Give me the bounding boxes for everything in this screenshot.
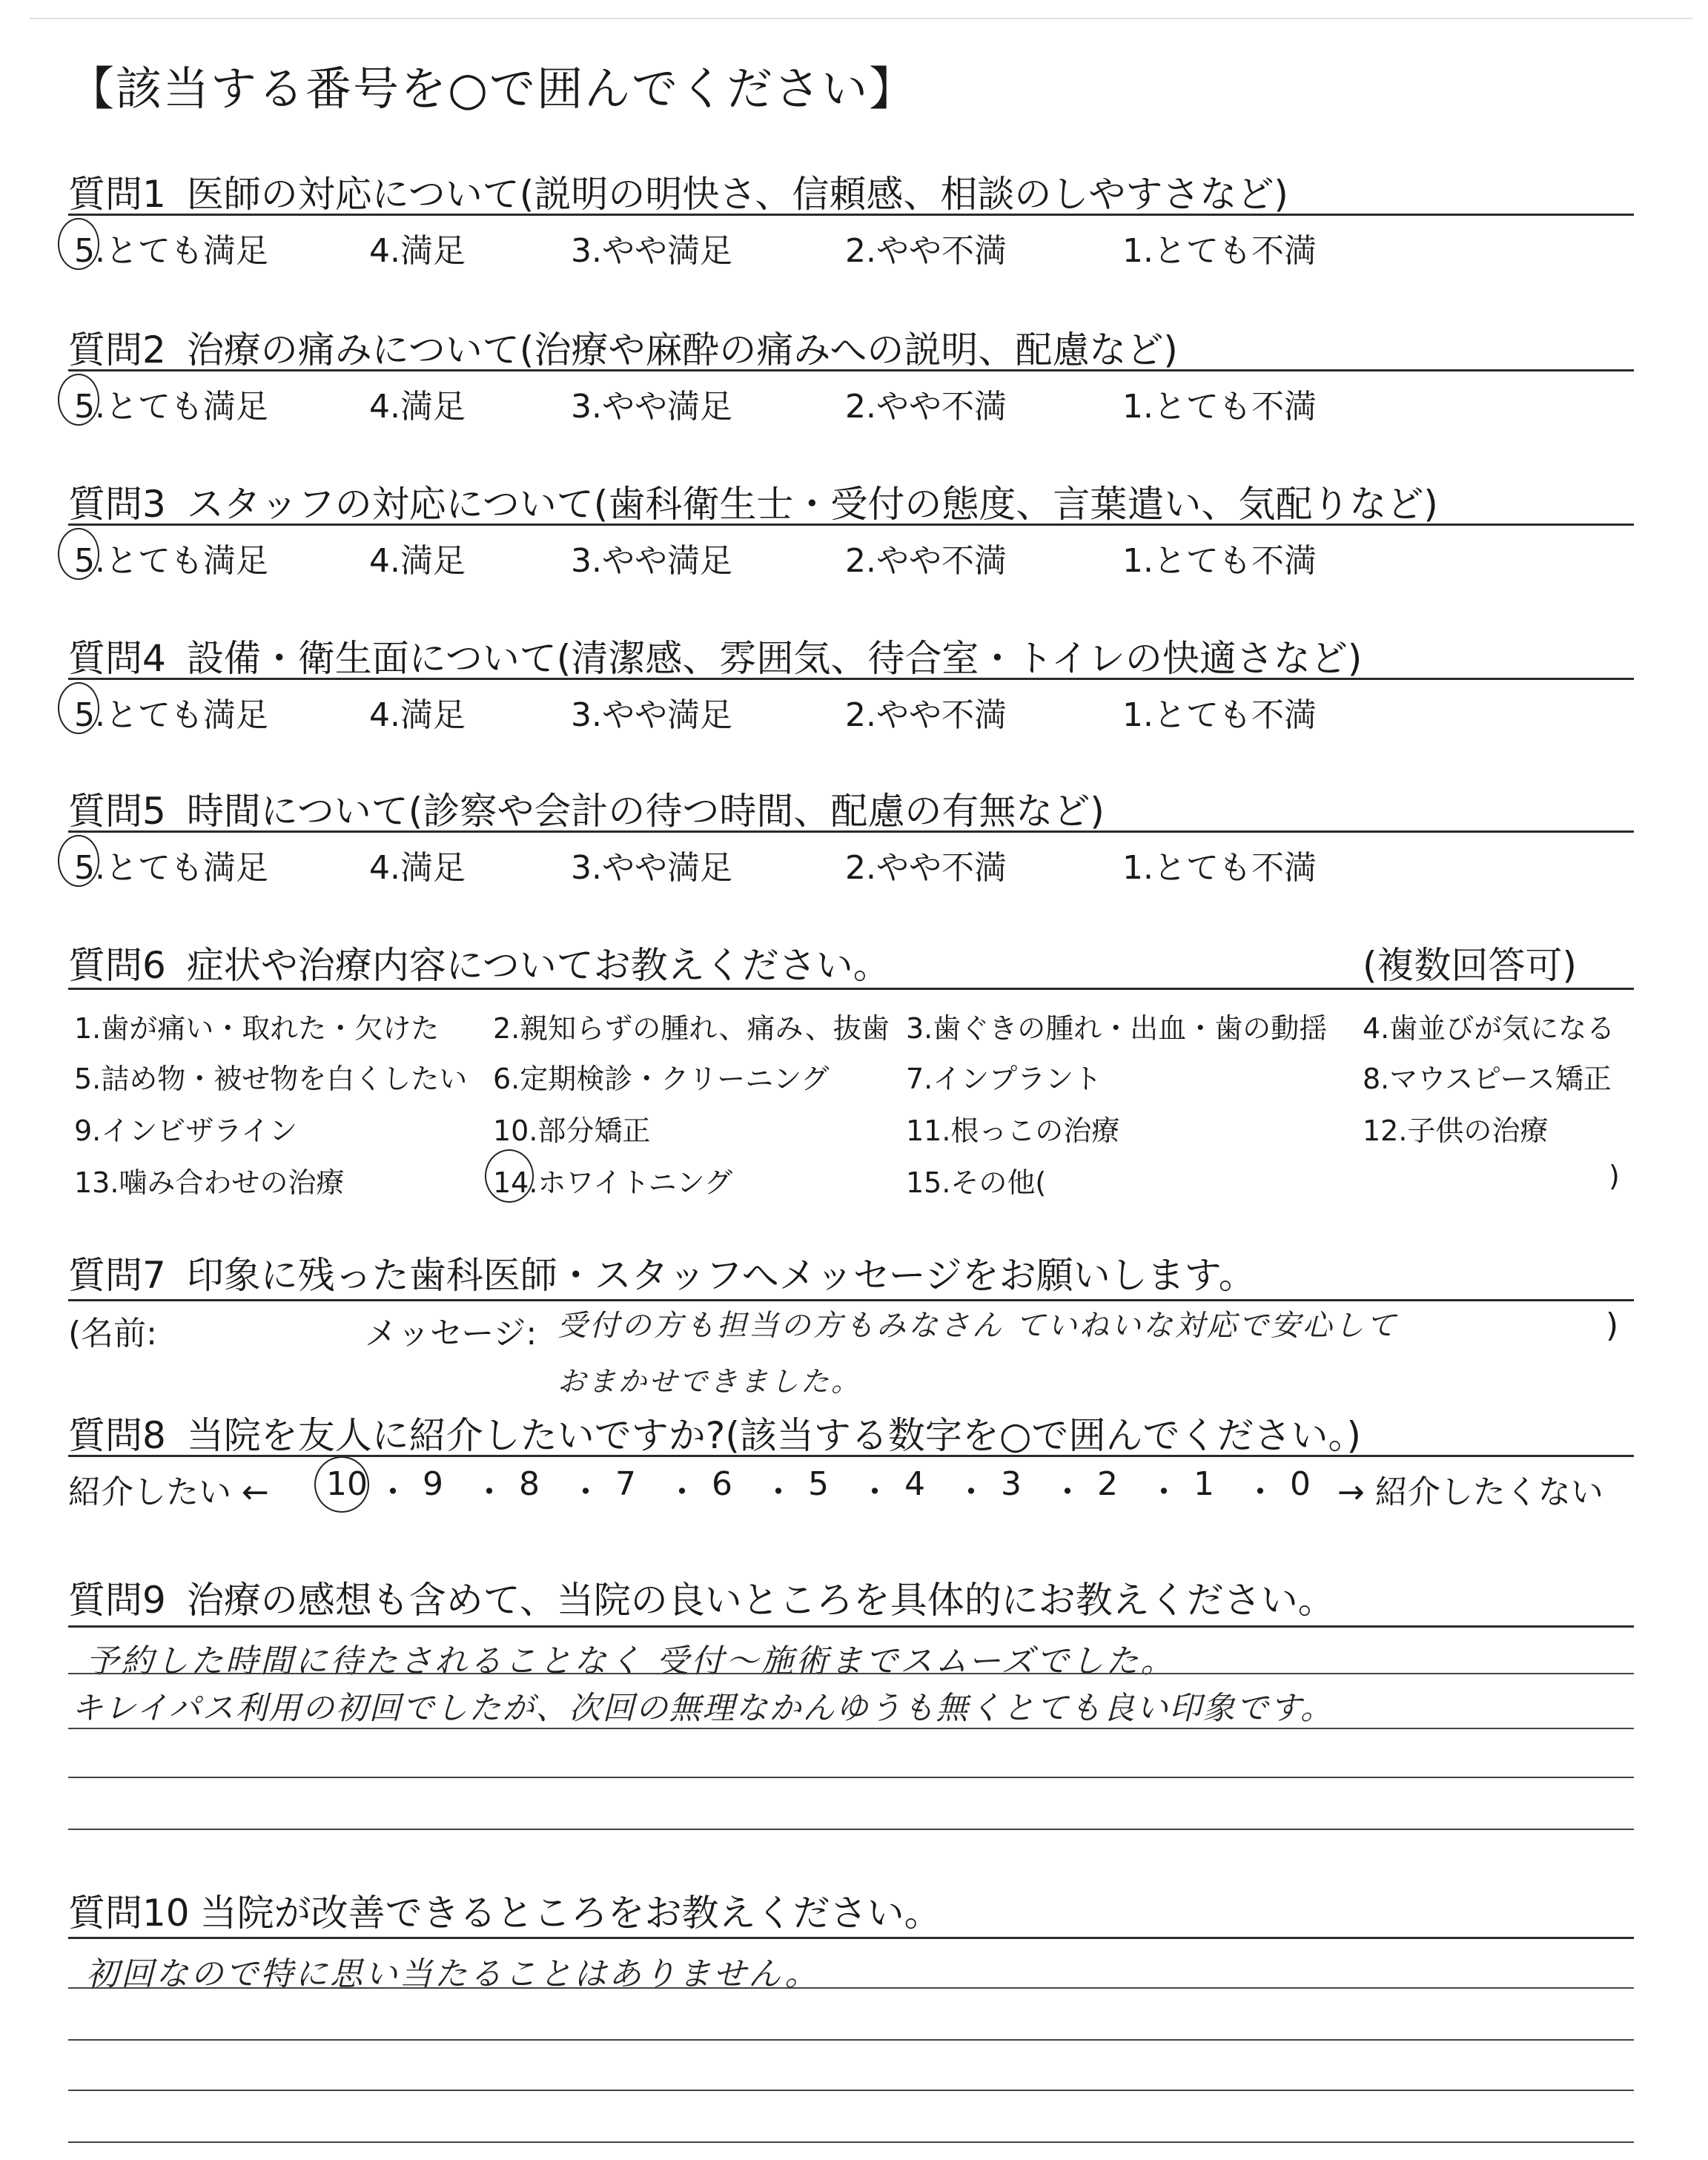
q8-right-label: → 紹介したくない bbox=[1337, 1473, 1603, 1511]
q1-choice-2[interactable]: 2.やや不満 bbox=[845, 232, 1007, 270]
q2-choice-5[interactable]: 5.とても満足 bbox=[74, 388, 268, 426]
question-1-text: 医師の対応について(説明の明快さ、信頼感、相談のしやすさなど) bbox=[186, 173, 1288, 216]
question-7-rule bbox=[68, 1299, 1634, 1301]
q8-scale-separator: ・ bbox=[377, 1473, 409, 1511]
q8-scale-9[interactable]: 9 bbox=[423, 1465, 443, 1503]
question-5-text: 時間について(診察や会計の待つ時間、配慮の有無など) bbox=[186, 790, 1105, 833]
q1-choice-1[interactable]: 1.とても不満 bbox=[1122, 232, 1317, 270]
question-1-rule bbox=[68, 214, 1634, 216]
q7-name-label: (名前: bbox=[68, 1315, 157, 1353]
q6-option-11[interactable]: 11.根っこの治療 bbox=[906, 1114, 1120, 1147]
q8-scale-1[interactable]: 1 bbox=[1194, 1465, 1214, 1503]
q3-choice-2[interactable]: 2.やや不満 bbox=[845, 542, 1007, 580]
q5-choice-5[interactable]: 5.とても満足 bbox=[74, 849, 268, 887]
question-3-title bbox=[68, 475, 1438, 528]
question-8-number: 質問8 bbox=[68, 1414, 166, 1457]
question-9-title bbox=[68, 1571, 1335, 1624]
q6-option-12[interactable]: 12.子供の治療 bbox=[1363, 1114, 1549, 1147]
question-2-number: 質問2 bbox=[68, 328, 166, 371]
question-6-rule bbox=[68, 988, 1634, 990]
q6-option-15-close: ) bbox=[1609, 1160, 1620, 1192]
q10-writing-line-2 bbox=[68, 2039, 1634, 2041]
q8-scale-6[interactable]: 6 bbox=[712, 1465, 732, 1503]
q6-option-4[interactable]: 4.歯並びが気になる bbox=[1363, 1012, 1615, 1045]
q5-selected-circle bbox=[58, 835, 99, 887]
q5-choice-3[interactable]: 3.やや満足 bbox=[571, 849, 732, 887]
q8-scale-3[interactable]: 3 bbox=[1001, 1465, 1022, 1503]
q8-scale-separator: ・ bbox=[1244, 1473, 1277, 1511]
q1-choice-4[interactable]: 4.満足 bbox=[369, 232, 466, 270]
page-header: 【該当する番号を○で囲んでください】 bbox=[68, 62, 917, 116]
q8-scale-separator: ・ bbox=[473, 1473, 506, 1511]
q9-answer-line1[interactable]: 予約した時間に待たされることなく 受付〜施術までスムーズでした。 bbox=[86, 1642, 1176, 1680]
q2-selected-circle bbox=[58, 374, 99, 426]
question-7-number: 質問7 bbox=[68, 1254, 166, 1297]
question-3-number: 質問3 bbox=[68, 483, 166, 526]
q8-scale-separator: ・ bbox=[666, 1473, 698, 1511]
question-4-rule bbox=[68, 678, 1634, 680]
q5-choice-2[interactable]: 2.やや不満 bbox=[845, 849, 1007, 887]
q6-option-8[interactable]: 8.マウスピース矯正 bbox=[1363, 1063, 1612, 1095]
question-8-text: 当院を友人に紹介したいですか?(該当する数字を○で囲んでください。) bbox=[186, 1414, 1361, 1457]
question-10-number: 質問10 bbox=[68, 1892, 190, 1935]
q8-scale-separator: ・ bbox=[569, 1473, 602, 1511]
q5-choice-4[interactable]: 4.満足 bbox=[369, 849, 466, 887]
question-9-number: 質問9 bbox=[68, 1579, 166, 1622]
question-4-text: 設備・衛生面について(清潔感、雰囲気、待合室・トイレの快適さなど) bbox=[186, 637, 1363, 680]
q6-option-6[interactable]: 6.定期検診・クリーニング bbox=[493, 1063, 830, 1095]
q8-scale-5[interactable]: 5 bbox=[808, 1465, 829, 1503]
q4-choice-4[interactable]: 4.満足 bbox=[369, 696, 466, 734]
q8-selected-circle bbox=[314, 1456, 369, 1513]
q6-option-1[interactable]: 1.歯が痛い・取れた・欠けた bbox=[74, 1012, 440, 1045]
q10-writing-line-1 bbox=[68, 1987, 1634, 1989]
q8-scale-0[interactable]: 0 bbox=[1290, 1465, 1311, 1503]
q8-scale-separator: ・ bbox=[762, 1473, 795, 1511]
question-6-text: 症状や治療内容についてお教えください。 bbox=[186, 944, 890, 987]
question-6-title bbox=[68, 936, 890, 989]
q9-answer-line2[interactable]: キレイパス利用の初回でしたが、次回の無理なかんゆうも無くとても良い印象です。 bbox=[71, 1690, 1334, 1727]
question-7-text: 印象に残った歯科医師・スタッフへメッセージをお願いします。 bbox=[186, 1254, 1256, 1297]
q8-scale-separator: ・ bbox=[1148, 1473, 1180, 1511]
q1-choice-5[interactable]: 5.とても満足 bbox=[74, 232, 268, 270]
q6-option-10[interactable]: 10.部分矯正 bbox=[493, 1114, 651, 1147]
q6-selected-circle bbox=[485, 1149, 534, 1203]
q7-close-paren: ) bbox=[1606, 1307, 1619, 1344]
question-10-rule bbox=[68, 1937, 1634, 1939]
q6-option-9[interactable]: 9.インビザライン bbox=[74, 1114, 298, 1147]
question-1-title bbox=[68, 165, 1288, 218]
page-top-edge bbox=[30, 18, 1693, 19]
question-9-rule bbox=[68, 1625, 1634, 1628]
q9-writing-line-3 bbox=[68, 1777, 1634, 1778]
q6-option-3[interactable]: 3.歯ぐきの腫れ・出血・歯の動揺 bbox=[906, 1012, 1328, 1045]
q6-option-2[interactable]: 2.親知らずの腫れ、痛み、抜歯 bbox=[493, 1012, 890, 1045]
question-5-number: 質問5 bbox=[68, 790, 166, 833]
q1-selected-circle bbox=[58, 218, 99, 270]
question-4-number: 質問4 bbox=[68, 637, 166, 680]
q10-writing-line-3 bbox=[68, 2090, 1634, 2091]
q8-scale-separator: ・ bbox=[858, 1473, 891, 1511]
q8-scale-2[interactable]: 2 bbox=[1097, 1465, 1118, 1503]
q6-option-14[interactable]: 14.ホワイトニング bbox=[493, 1166, 733, 1199]
q6-option-5[interactable]: 5.詰め物・被せ物を白くしたい bbox=[74, 1063, 468, 1095]
q10-answer-line1[interactable]: 初回なので特に思い当たることはありません。 bbox=[86, 1955, 820, 1993]
q2-choice-2[interactable]: 2.やや不満 bbox=[845, 388, 1007, 426]
q8-scale-separator: ・ bbox=[1051, 1473, 1084, 1511]
q6-option-15[interactable]: 15.その他( bbox=[906, 1166, 1047, 1199]
q5-choice-1[interactable]: 1.とても不満 bbox=[1122, 849, 1317, 887]
q2-choice-3[interactable]: 3.やや満足 bbox=[571, 388, 732, 426]
q9-writing-line-1 bbox=[68, 1673, 1634, 1674]
q4-choice-1[interactable]: 1.とても不満 bbox=[1122, 696, 1317, 734]
q4-choice-3[interactable]: 3.やや満足 bbox=[571, 696, 732, 734]
question-6-note: (複数回答可) bbox=[1363, 944, 1578, 987]
q6-option-13[interactable]: 13.噛み合わせの治療 bbox=[74, 1166, 345, 1199]
question-8-rule bbox=[68, 1455, 1634, 1457]
question-10-title bbox=[68, 1883, 941, 1937]
question-5-title bbox=[68, 782, 1105, 835]
question-2-rule bbox=[68, 369, 1634, 371]
question-2-title bbox=[68, 320, 1178, 374]
question-8-title bbox=[68, 1406, 1361, 1459]
q2-choice-4[interactable]: 4.満足 bbox=[369, 388, 466, 426]
q3-choice-3[interactable]: 3.やや満足 bbox=[571, 542, 732, 580]
question-5-rule bbox=[68, 830, 1634, 833]
question-10-text: 当院が改善できるところをお教えください。 bbox=[199, 1892, 941, 1935]
q7-message-line2[interactable]: おまかせできました。 bbox=[557, 1365, 862, 1398]
q4-choice-5[interactable]: 5.とても満足 bbox=[74, 696, 268, 734]
question-7-title bbox=[68, 1246, 1256, 1299]
q9-writing-line-4 bbox=[68, 1829, 1634, 1830]
q3-selected-circle bbox=[58, 528, 99, 580]
q1-choice-3[interactable]: 3.やや満足 bbox=[571, 232, 732, 270]
question-3-text: スタッフの対応について(歯科衛生士・受付の態度、言葉遣い、気配りなど) bbox=[186, 483, 1438, 526]
q3-choice-1[interactable]: 1.とても不満 bbox=[1122, 542, 1317, 580]
question-9-text: 治療の感想も含めて、当院の良いところを具体的にお教えください。 bbox=[186, 1579, 1335, 1622]
q9-writing-line-2 bbox=[68, 1728, 1634, 1729]
q8-scale-4[interactable]: 4 bbox=[904, 1465, 925, 1503]
q7-message-label: メッセージ: bbox=[365, 1315, 537, 1353]
question-3-rule bbox=[68, 524, 1634, 526]
q8-scale-8[interactable]: 8 bbox=[519, 1465, 540, 1503]
question-4-title bbox=[68, 629, 1362, 682]
question-2-text: 治療の痛みについて(治療や麻酔の痛みへの説明、配慮など) bbox=[186, 328, 1178, 371]
q6-option-7[interactable]: 7.インプラント bbox=[906, 1063, 1102, 1095]
q8-left-label: 紹介したい ← bbox=[68, 1473, 269, 1511]
question-1-number: 質問1 bbox=[68, 173, 166, 216]
q3-choice-4[interactable]: 4.満足 bbox=[369, 542, 466, 580]
q4-choice-2[interactable]: 2.やや不満 bbox=[845, 696, 1007, 734]
q2-choice-1[interactable]: 1.とても不満 bbox=[1122, 388, 1317, 426]
q10-writing-line-4 bbox=[68, 2141, 1634, 2143]
q7-message-line1[interactable]: 受付の方も担当の方もみなさん ていねいな対応で安心して bbox=[557, 1309, 1398, 1343]
q4-selected-circle bbox=[58, 682, 99, 734]
question-6-number: 質問6 bbox=[68, 944, 166, 987]
q3-choice-5[interactable]: 5.とても満足 bbox=[74, 542, 268, 580]
q8-scale-separator: ・ bbox=[955, 1473, 987, 1511]
q8-scale-7[interactable]: 7 bbox=[615, 1465, 636, 1503]
q8-scale-10[interactable]: 10 bbox=[326, 1465, 368, 1503]
